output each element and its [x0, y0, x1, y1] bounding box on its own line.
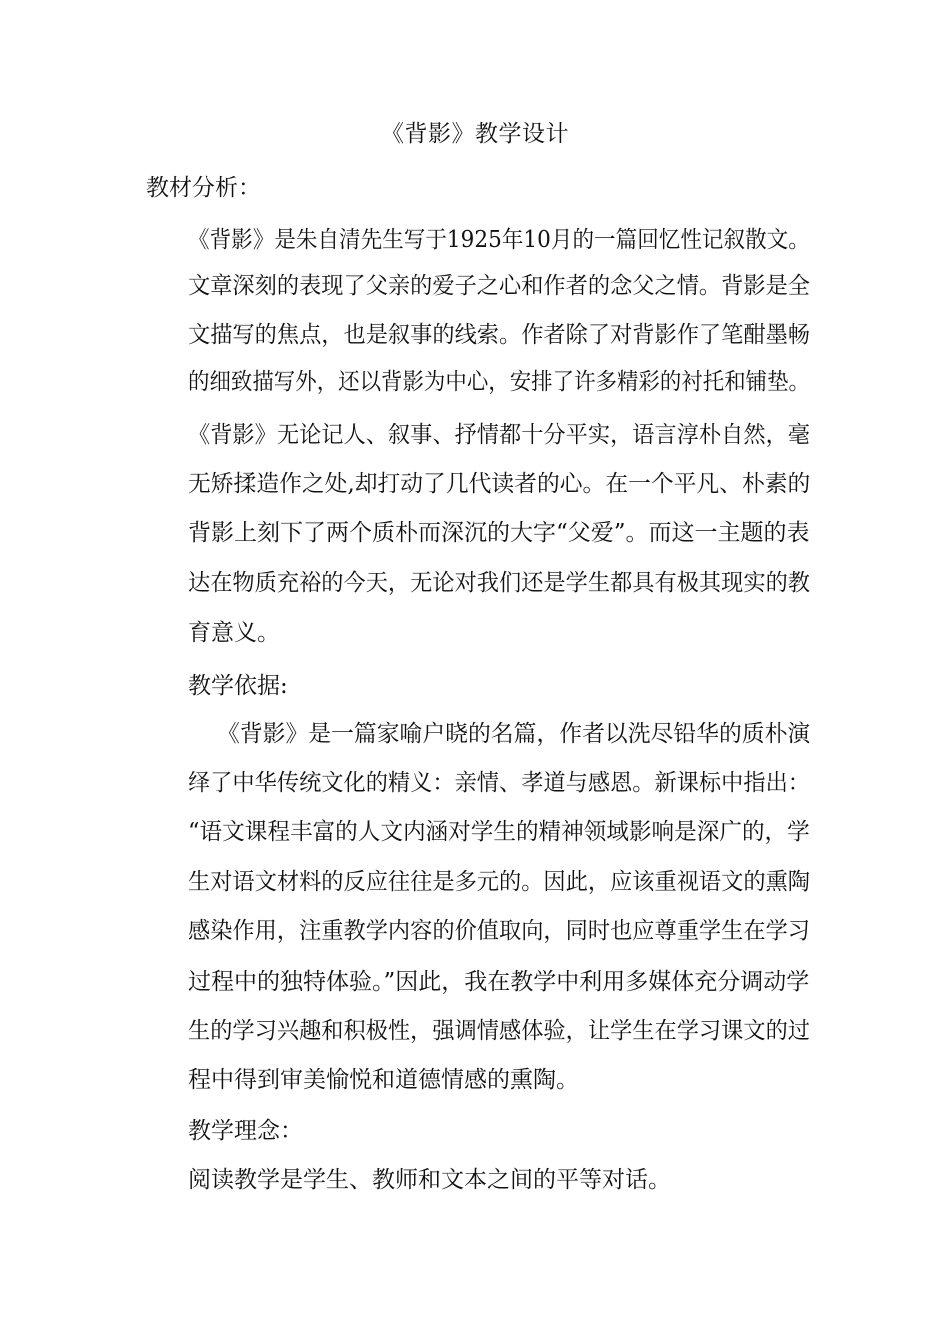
section-heading-teaching-basis: 教学依据:	[188, 673, 288, 699]
paragraph-line: 绎了中华传统文化的精义：亲情、孝道与感恩。新课标中指出：	[188, 770, 810, 796]
paragraph-line: 育意义。	[188, 620, 280, 646]
paragraph-line: 生对语文材料的反应往往是多元的。因此，应该重视语文的熏陶	[188, 869, 810, 895]
paragraph-line: 过程中的独特体验。”因此，我在教学中利用多媒体充分调动学	[188, 969, 810, 995]
paragraph-line: 《背影》是一篇家喻户晓的名篇，作者以洗尽铅华的质朴演	[188, 721, 811, 747]
paragraph-line: 无矫揉造作之处,却打动了几代读者的心。在一个平凡、朴素的	[188, 471, 811, 497]
paragraph-line: 达在物质充裕的今天，无论对我们还是学生都具有极其现实的教	[188, 570, 810, 596]
paragraph-line: 文章深刻的表现了父亲的爱子之心和作者的念父之情。背影是全	[188, 273, 810, 299]
paragraph-line: 文描写的焦点，也是叙事的线索。作者除了对背影作了笔酣墨畅	[188, 322, 810, 348]
paragraph-line: 阅读教学是学生、教师和文本之间的平等对话。	[188, 1167, 671, 1193]
paragraph-line: 《背影》是朱自清先生写于1925年10月的一篇回忆性记叙散文。	[188, 227, 810, 253]
section-heading-material-analysis: 教材分析：	[146, 175, 261, 201]
paragraph-line: 背影上刻下了两个质朴而深沉的大字“父爱”。而这一主题的表	[188, 520, 810, 546]
document-title: 《背影》教学设计	[381, 121, 569, 147]
paragraph-line: 程中得到审美愉悦和道德情感的熏陶。	[188, 1067, 579, 1093]
paragraph-line: 生的学习兴趣和积极性，强调情感体验，让学生在学习课文的过	[188, 1018, 810, 1044]
paragraph-line: 感染作用，注重教学内容的价值取向，同时也应尊重学生在学习	[188, 918, 810, 944]
paragraph-line: 的细致描写外，还以背影为中心，安排了许多精彩的衬托和铺垫。	[188, 369, 810, 395]
paragraph-line: “语文课程丰富的人文内涵对学生的精神领域影响是深广的，学	[188, 819, 810, 845]
section-heading-teaching-philosophy: 教学理念：	[188, 1118, 303, 1144]
paragraph-line: 《背影》无论记人、叙事、抒情都十分平实，语言淳朴自然，毫	[188, 422, 810, 448]
